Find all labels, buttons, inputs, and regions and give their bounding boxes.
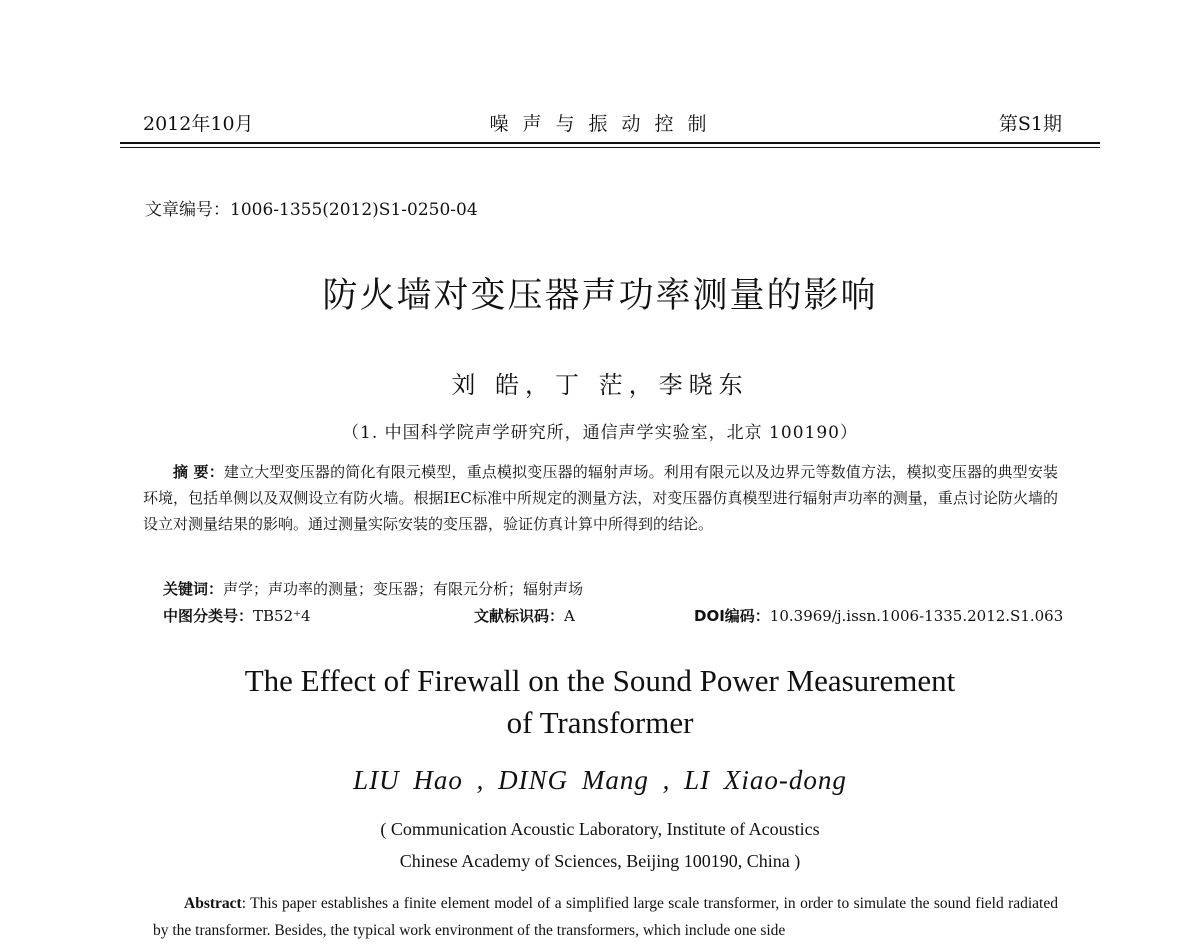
abstract-chinese-text: 建立大型变压器的简化有限元模型，重点模拟变压器的辐射声场。利用有限元以及边界元等数值方法，模拟变压器的典型安装环境，包括单侧以及双侧设立有防火墙。根据IEC标准中所规定的测量方法，对变压器仿真模型进行辐射声功率的测量，重点讨论防火墙的设立对测量结果的影响。通过测量实际安装的变压器，验证仿真计算中所得到的结论。: [143, 463, 1058, 533]
document-code: [474, 605, 575, 627]
abstract-english-text: : This paper establishes a finite element model of a simplified large scale transformer, in order to simulate the sound field radiated by the transformer. Besides, the typical work environment of the transformers, which include one side: [153, 895, 1058, 939]
title-english: [0, 660, 1200, 744]
header-issue: 第S1期: [998, 113, 1062, 135]
keywords-label: 关键词：: [163, 580, 224, 598]
title-english-line-2: of Transformer: [506, 705, 694, 740]
title-chinese: 防火墙对变压器声功率测量的影响: [322, 276, 878, 316]
affiliation-chinese: （1. 中国科学院声学研究所，通信声学实验室，北京 100190）: [342, 423, 858, 443]
doi-value: 10.3969/j.issn.1006-1335.2012.S1.063: [769, 607, 1064, 625]
classification-label: 中图分类号：: [163, 607, 254, 625]
abstract-english-label: Abstract: [184, 895, 242, 912]
doi-label: DOI编码：: [694, 607, 770, 625]
header-rule-thin: [120, 147, 1100, 148]
document-code-value: A: [564, 607, 575, 625]
keywords-text: 声学；声功率的测量；变压器；有限元分析；辐射声场: [223, 580, 584, 598]
abstract-chinese: [143, 459, 1058, 537]
keywords-chinese: [163, 578, 583, 600]
abstract-chinese-label: 摘 要：: [173, 463, 224, 481]
affiliation-english-line-2: Chinese Academy of Sciences, Beijing 100190, China ): [399, 851, 801, 871]
classification-number: [163, 605, 311, 627]
title-english-line-1: The Effect of Firewall on the Sound Power Measurement: [244, 663, 956, 698]
authors-english: LIU Hao , DING Mang , LI Xiao-dong: [353, 765, 847, 795]
abstract-english: [153, 890, 1058, 944]
authors-chinese: 刘 皓，丁 茫，李晓东: [451, 371, 749, 399]
classification-value: TB52⁺4: [253, 607, 311, 625]
document-code-label: 文献标识码：: [474, 607, 565, 625]
header-journal-name: 噪声与振动控制: [489, 113, 721, 135]
affiliation-english-line-1: ( Communication Acoustic Laboratory, Institute of Acoustics: [380, 819, 820, 839]
article-number: 文章编号：1006-1355(2012)S1-0250-04: [145, 200, 478, 220]
header-rule-thick: [120, 142, 1100, 144]
doi: [694, 605, 1063, 627]
header-date: 2012年10月: [143, 113, 254, 135]
